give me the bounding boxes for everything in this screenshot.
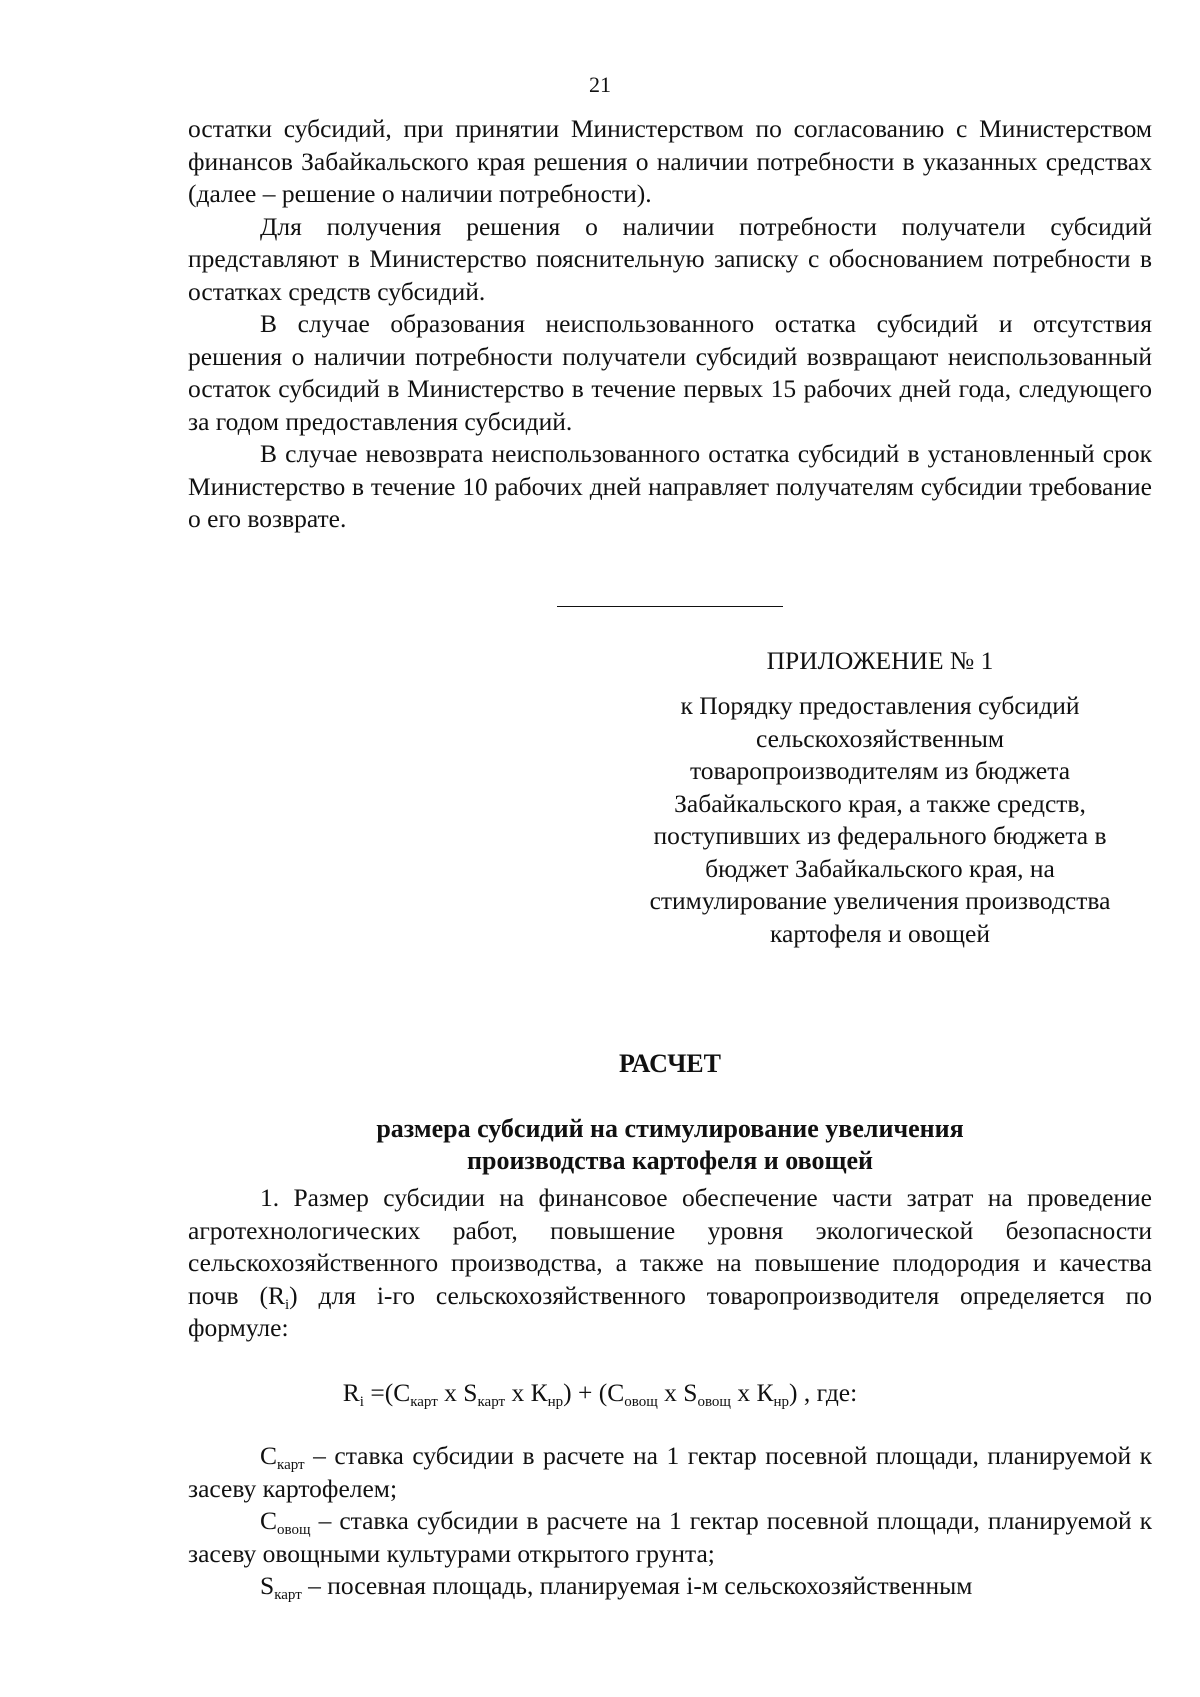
formula: $R_i =(С_{карт}$ х $S_{карт}$ х $К_{нр}) + (С_{овощ}$ х $S_{овощ}$ х $К_{нр}$) , где: (342, 1378, 858, 1410)
calculation-title: РАСЧЕТ (619, 1048, 721, 1078)
appendix-title: ПРИЛОЖЕНИЕ № 1 (766, 646, 994, 675)
paragraph: Для получения решения о наличии потребности получатели субсидий представляют в Министерство пояснительную записку с обоснованием потребности в остатках средств субсидий. (188, 211, 1152, 306)
definition-item: $С_{карт}$ – ставка субсидии в расчете на 1 гектар посевной площади, планируемой к засеву картофелем; (188, 1441, 1152, 1503)
calculation-subtitle: размера субсидий на стимулирование увеличения производства картофеля и овощей (376, 1113, 964, 1175)
definition-item: $С_{овощ}$ – ставка субсидии в расчете на 1 гектар посевной площади, планируемой к засеву овощными культурами открытого грунта; (188, 1506, 1152, 1568)
paragraph: остатки субсидий, при принятии Министерством по согласованию с Министерством финансов Забайкальского края решения о наличии потребности в указанных средствах (далее – решение о наличии потребности). (188, 114, 1152, 208)
top-text-block (188, 113, 1152, 536)
separator-line (557, 606, 783, 607)
paragraph: В случае образования неиспользованного остатка субсидий и отсутствия решения о наличии потребности получатели субсидий возвращают неиспользованный остаток субсидий в Министерство в течение первых 15 рабочих дней года, следующего за годом предоставления субсидий. (188, 309, 1152, 436)
item-1-block (188, 1182, 1152, 1345)
definition-item: $S_{карт}$ – посевная площадь, планируемая i-м сельскохозяйственным (260, 1571, 973, 1603)
page-number: 21 (589, 72, 611, 97)
definitions-block (188, 1440, 1152, 1603)
paragraph: В случае невозврата неиспользованного остатка субсидий в установленный срок Министерство в течение 10 рабочих дней направляет получателям субсидии требование о его возврате. (188, 439, 1152, 533)
calculation-heading (188, 1015, 1152, 1210)
item-1-paragraph: 1. Размер субсидии на финансовое обеспечение части затрат на проведение агротехнологических работ, повышение уровня экологической безопасности сельскохозяйственного производства, а также на повышение плодородия и качества почв $(R_i)$ для i-го сельскохозяйственного товаропроизводителя определяется по формуле: (188, 1183, 1152, 1342)
appendix-reference: к Порядку предоставления субсидий сельскохозяйственным товаропроизводителям из бюджета Забайкальского края, а также средств, поступивших из федерального бюджета в бюджет Забайкальского края, на стимулирование увеличения производства картофеля и овощей (649, 691, 1111, 948)
